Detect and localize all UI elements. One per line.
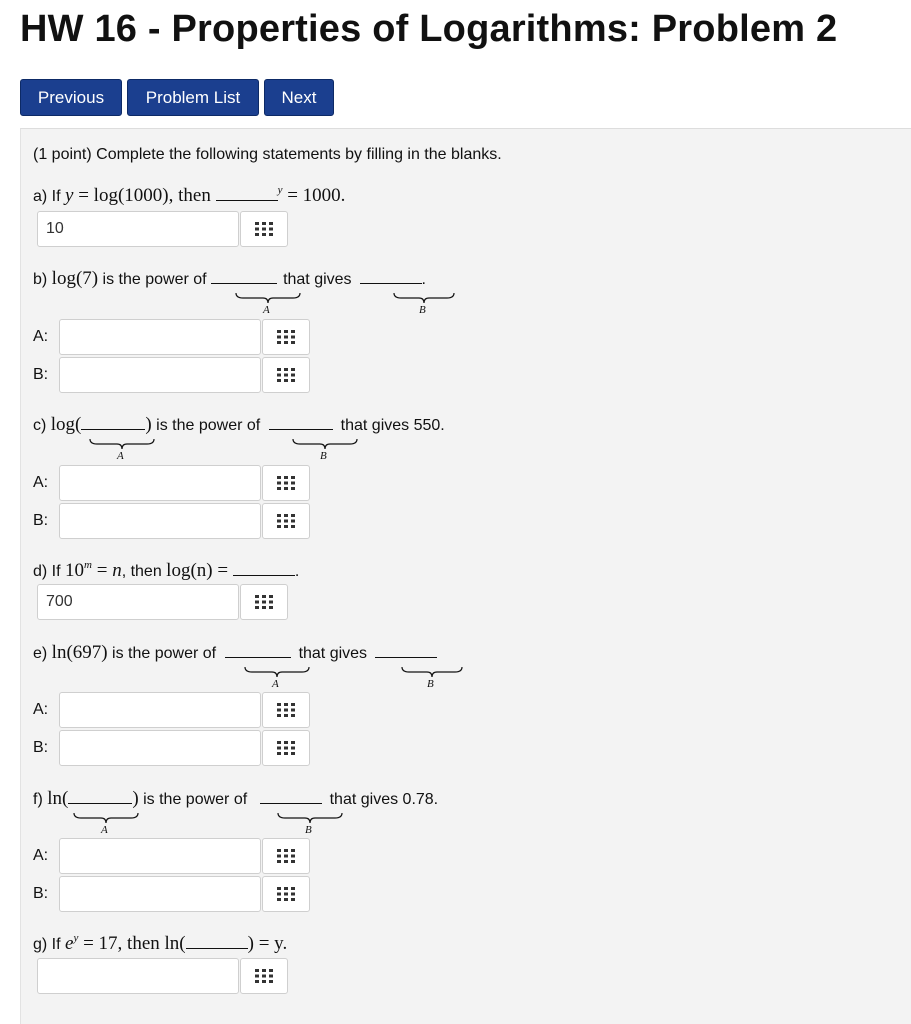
part-g-statement (33, 934, 287, 956)
answer-blank (216, 199, 278, 201)
keypad-grid-icon[interactable] (262, 319, 310, 355)
brace-label-B: B (427, 678, 434, 690)
underbrace-icon (292, 438, 358, 450)
log-n: log(n) = (166, 560, 233, 581)
blank-B (375, 656, 437, 658)
log-open: log( (50, 414, 82, 435)
label-A: A: (33, 847, 49, 864)
label-B: B: (33, 739, 49, 756)
is-power-of-text: is the power of (107, 645, 221, 662)
keypad-grid-icon[interactable] (262, 692, 310, 728)
is-power-of-text: is the power of (138, 791, 252, 808)
part-e-statement (33, 643, 437, 664)
exponent-m: m (84, 559, 92, 571)
keypad-grid-icon[interactable] (262, 838, 310, 874)
close-paren: ) (145, 414, 152, 435)
problem-panel (20, 128, 911, 1024)
that-gives-078-text: that gives 0.78. (329, 791, 439, 808)
underbrace-icon (393, 292, 455, 304)
period-text: . (294, 563, 300, 580)
part-f-input-B[interactable] (59, 876, 261, 912)
underbrace-icon (89, 438, 155, 450)
answer-blank (186, 947, 248, 949)
problem-list-button[interactable]: Problem List (127, 79, 259, 116)
part-c-input-B[interactable] (59, 503, 261, 539)
label-B: B: (33, 366, 49, 383)
close-paren: ) (132, 788, 139, 809)
ln-open: ln( (47, 788, 69, 809)
part-b-input-A[interactable] (59, 319, 261, 355)
brace-label-A: A (263, 304, 270, 316)
blank-A (81, 428, 145, 430)
part-b-input-B[interactable] (59, 357, 261, 393)
then-text: , then (121, 563, 167, 580)
part-a-input[interactable] (37, 211, 239, 247)
blank-B (269, 428, 333, 430)
blank-B (260, 802, 322, 804)
part-d-prefix: d) If (33, 563, 66, 580)
blank-A (225, 656, 291, 658)
blank-A (211, 282, 277, 284)
brace-label-B: B (320, 450, 327, 462)
equals-17: = 17, then (78, 933, 165, 954)
log-7: log(7) (51, 268, 99, 289)
part-a-prefix: a) If (33, 188, 66, 205)
label-A: A: (33, 474, 49, 491)
keypad-grid-icon[interactable] (262, 465, 310, 501)
label-A: A: (33, 701, 49, 718)
part-f-input-A[interactable] (59, 838, 261, 874)
underbrace-icon (277, 812, 343, 824)
keypad-grid-icon[interactable] (262, 730, 310, 766)
blank-B (360, 282, 422, 284)
var-y: y (65, 185, 74, 206)
brace-label-A: A (101, 824, 108, 836)
part-g-prefix: g) If (33, 936, 66, 953)
part-g-input[interactable] (37, 958, 239, 994)
part-d-statement (33, 561, 299, 583)
part-b-statement (33, 269, 426, 290)
that-gives-text: that gives (298, 645, 368, 662)
problem-intro: (1 point) Complete the following statements by filling in the blanks. (33, 146, 502, 163)
equals-1000: = 1000. (282, 185, 346, 206)
underbrace-icon (73, 812, 139, 824)
close-equals-y: ) = y. (247, 933, 288, 954)
brace-label-A: A (117, 450, 124, 462)
part-e-input-B[interactable] (59, 730, 261, 766)
previous-button[interactable]: Previous (20, 79, 122, 116)
part-c-input-A[interactable] (59, 465, 261, 501)
page-title: HW 16 - Properties of Logarithms: Problem 2 (20, 8, 838, 50)
keypad-grid-icon[interactable] (240, 958, 288, 994)
part-d-input[interactable] (37, 584, 239, 620)
exponent-y: y (277, 184, 283, 196)
next-button[interactable]: Next (264, 79, 334, 116)
keypad-grid-icon[interactable] (240, 211, 288, 247)
blank-A (68, 802, 132, 804)
part-b-prefix: b) (33, 271, 52, 288)
keypad-grid-icon[interactable] (262, 357, 310, 393)
keypad-grid-icon[interactable] (262, 876, 310, 912)
underbrace-icon (401, 666, 463, 678)
brace-label-A: A (272, 678, 279, 690)
part-f-prefix: f) (33, 791, 48, 808)
ln-697: ln(697) (51, 642, 108, 663)
brace-label-B: B (305, 824, 312, 836)
underbrace-icon (244, 666, 310, 678)
is-power-of-text: is the power of (98, 271, 212, 288)
that-gives-550-text: that gives 550. (340, 417, 445, 434)
period-text: . (421, 271, 426, 288)
brace-label-B: B (419, 304, 426, 316)
is-power-of-text: is the power of (151, 417, 265, 434)
keypad-grid-icon[interactable] (240, 584, 288, 620)
exponent-y: y (73, 932, 79, 944)
part-e-input-A[interactable] (59, 692, 261, 728)
label-B: B: (33, 512, 49, 529)
keypad-grid-icon[interactable] (262, 503, 310, 539)
var-e: e (65, 933, 74, 954)
part-c-prefix: c) (33, 417, 51, 434)
label-A: A: (33, 328, 49, 345)
var-n: n (112, 560, 122, 581)
that-gives-text: that gives (283, 271, 352, 288)
label-B: B: (33, 885, 49, 902)
answer-blank (233, 574, 295, 576)
equals-sign: = (91, 560, 113, 581)
underbrace-icon (235, 292, 301, 304)
ln-open: ln( (164, 933, 186, 954)
part-f-statement (33, 789, 438, 810)
log-1000: = log(1000), then (73, 185, 216, 206)
part-e-prefix: e) (33, 645, 52, 662)
part-a-statement (33, 186, 345, 208)
base-10: 10 (65, 560, 85, 581)
part-c-statement (33, 415, 445, 436)
